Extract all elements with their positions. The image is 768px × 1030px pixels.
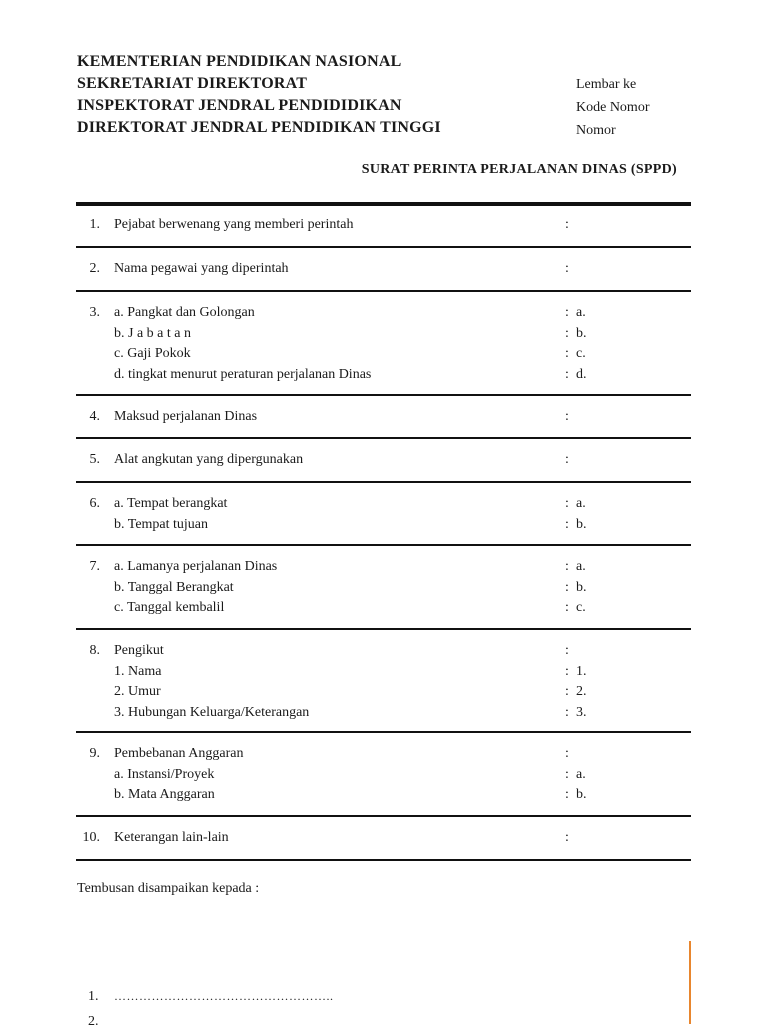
colon: : bbox=[565, 217, 569, 232]
colon: : bbox=[565, 704, 569, 720]
agency-line-1: KEMENTERIAN PENDIDIKAN NASIONAL bbox=[77, 53, 402, 70]
form-row bbox=[76, 248, 691, 292]
row-label: b. Tempat tujuan bbox=[114, 516, 209, 532]
form-row bbox=[76, 733, 691, 817]
colon: : bbox=[565, 830, 569, 845]
row-colons bbox=[565, 494, 569, 535]
colon: : bbox=[565, 346, 569, 361]
row-colons bbox=[565, 215, 569, 236]
row-label: c. Gaji Pokok bbox=[114, 346, 191, 361]
row-values bbox=[576, 494, 587, 535]
colon: : bbox=[565, 516, 569, 532]
row-label: Pengikut bbox=[114, 643, 164, 658]
row-labels bbox=[114, 303, 371, 385]
form-row bbox=[76, 546, 691, 630]
row-value-field: 1. bbox=[576, 663, 587, 679]
row-value-field: b. bbox=[576, 787, 587, 802]
row-label: c. Tanggal kembalil bbox=[114, 600, 225, 615]
row-labels bbox=[114, 494, 227, 535]
row-colons bbox=[565, 744, 569, 806]
row-label: 2. Umur bbox=[114, 684, 161, 699]
cc-item bbox=[88, 989, 334, 1005]
colon: : bbox=[565, 787, 569, 802]
page-edge-marker bbox=[689, 941, 691, 1024]
colon: : bbox=[565, 409, 569, 424]
agency-line-3: INSPEKTORAT JENDRAL PENDIDIDIKAN bbox=[77, 97, 402, 114]
colon: : bbox=[565, 496, 569, 511]
row-label: Maksud perjalanan Dinas bbox=[114, 409, 258, 424]
row-colons bbox=[565, 828, 569, 849]
row-label: a. Tempat berangkat bbox=[114, 496, 228, 511]
row-labels bbox=[114, 641, 309, 723]
cc-item-number: 1. bbox=[88, 989, 99, 1004]
sppd-form-table bbox=[76, 202, 691, 861]
row-number: 3. bbox=[89, 305, 100, 320]
row-value-field: c. bbox=[576, 600, 586, 615]
row-number: 7. bbox=[89, 559, 100, 574]
colon: : bbox=[565, 600, 569, 615]
row-value-field: a. bbox=[576, 496, 586, 511]
colon: : bbox=[565, 684, 569, 699]
row-colons bbox=[565, 407, 569, 428]
row-label: b. Tanggal Berangkat bbox=[114, 579, 234, 595]
colon: : bbox=[565, 325, 569, 341]
row-labels bbox=[114, 450, 303, 471]
row-value-field: b. bbox=[576, 516, 587, 532]
row-value-field bbox=[576, 641, 587, 662]
colon: : bbox=[565, 746, 569, 761]
agency-header bbox=[77, 51, 547, 139]
row-label: a. Pangkat dan Golongan bbox=[114, 305, 255, 320]
document-title: SURAT PERINTA PERJALANAN DINAS (SPPD) bbox=[361, 162, 677, 177]
row-value-field: b. bbox=[576, 579, 587, 595]
row-labels bbox=[114, 557, 277, 619]
row-number: 2. bbox=[89, 261, 100, 276]
row-number: 5. bbox=[89, 452, 100, 467]
row-number: 6. bbox=[89, 496, 100, 511]
cc-label: Tembusan disampaikan kepada : bbox=[77, 881, 260, 896]
colon: : bbox=[565, 261, 569, 276]
row-label: Pejabat berwenang yang memberi perintah bbox=[114, 217, 354, 232]
row-values bbox=[576, 557, 587, 619]
colon: : bbox=[565, 766, 569, 782]
cc-item-dots: …………………………………………….. bbox=[114, 989, 334, 1003]
colon: : bbox=[565, 663, 569, 679]
row-label: 1. Nama bbox=[114, 663, 162, 679]
row-labels bbox=[114, 828, 229, 849]
row-value-field: c. bbox=[576, 346, 586, 361]
colon: : bbox=[565, 559, 569, 574]
colon: : bbox=[565, 452, 569, 467]
row-label: Alat angkutan yang dipergunakan bbox=[114, 452, 304, 467]
row-labels bbox=[114, 215, 353, 236]
colon: : bbox=[565, 643, 569, 658]
row-label: Nama pegawai yang diperintah bbox=[114, 261, 289, 276]
row-labels bbox=[114, 259, 289, 280]
colon: : bbox=[565, 579, 569, 595]
row-colons bbox=[565, 303, 569, 385]
row-label: b. J a b a t a n bbox=[114, 325, 191, 341]
form-row bbox=[76, 817, 691, 861]
agency-line-2: SEKRETARIAT DIREKTORAT bbox=[77, 75, 308, 92]
row-label: Pembebanan Anggaran bbox=[114, 746, 244, 761]
sheet-number-label: Lembar ke bbox=[576, 77, 637, 92]
row-number: 10. bbox=[82, 830, 100, 845]
row-number: 1. bbox=[89, 217, 100, 232]
row-value-field: a. bbox=[576, 305, 586, 320]
form-row bbox=[76, 630, 691, 733]
cc-item-number: 2. bbox=[88, 1014, 99, 1029]
row-label: 3. Hubungan Keluarga/Keterangan bbox=[114, 704, 310, 720]
row-colons bbox=[565, 259, 569, 280]
agency-line-4: DIREKTORAT JENDRAL PENDIDIKAN TINGGI bbox=[77, 119, 441, 136]
row-value-field: a. bbox=[576, 559, 586, 574]
row-labels bbox=[114, 744, 243, 806]
colon: : bbox=[565, 305, 569, 320]
row-colons bbox=[565, 557, 569, 619]
row-label: b. Mata Anggaran bbox=[114, 787, 215, 802]
code-number-label: Kode Nomor bbox=[576, 100, 650, 115]
row-value-field: 3. bbox=[576, 704, 587, 720]
colon: : bbox=[565, 366, 569, 382]
row-label: a. Lamanya perjalanan Dinas bbox=[114, 559, 278, 574]
document-meta bbox=[576, 73, 756, 142]
row-value-field: a. bbox=[576, 766, 586, 782]
row-value-field: b. bbox=[576, 325, 587, 341]
form-row bbox=[76, 396, 691, 439]
form-row bbox=[76, 292, 691, 396]
row-label: Keterangan lain-lain bbox=[114, 830, 229, 845]
row-number: 9. bbox=[89, 746, 100, 761]
cc-item bbox=[88, 1014, 114, 1030]
row-colons bbox=[565, 641, 569, 723]
form-row bbox=[76, 206, 691, 248]
row-value-field bbox=[576, 744, 587, 765]
row-labels bbox=[114, 407, 257, 428]
row-label: d. tingkat menurut peraturan perjalanan Dinas bbox=[114, 366, 372, 382]
row-value-field: 2. bbox=[576, 684, 587, 699]
row-value-field: d. bbox=[576, 366, 587, 382]
row-colons bbox=[565, 450, 569, 471]
row-values bbox=[576, 641, 587, 723]
form-row bbox=[76, 483, 691, 546]
row-values bbox=[576, 744, 587, 806]
number-label: Nomor bbox=[576, 123, 616, 138]
row-label: a. Instansi/Proyek bbox=[114, 766, 215, 782]
form-row bbox=[76, 439, 691, 483]
row-values bbox=[576, 303, 587, 385]
row-number: 4. bbox=[89, 409, 100, 424]
row-number: 8. bbox=[89, 643, 100, 658]
